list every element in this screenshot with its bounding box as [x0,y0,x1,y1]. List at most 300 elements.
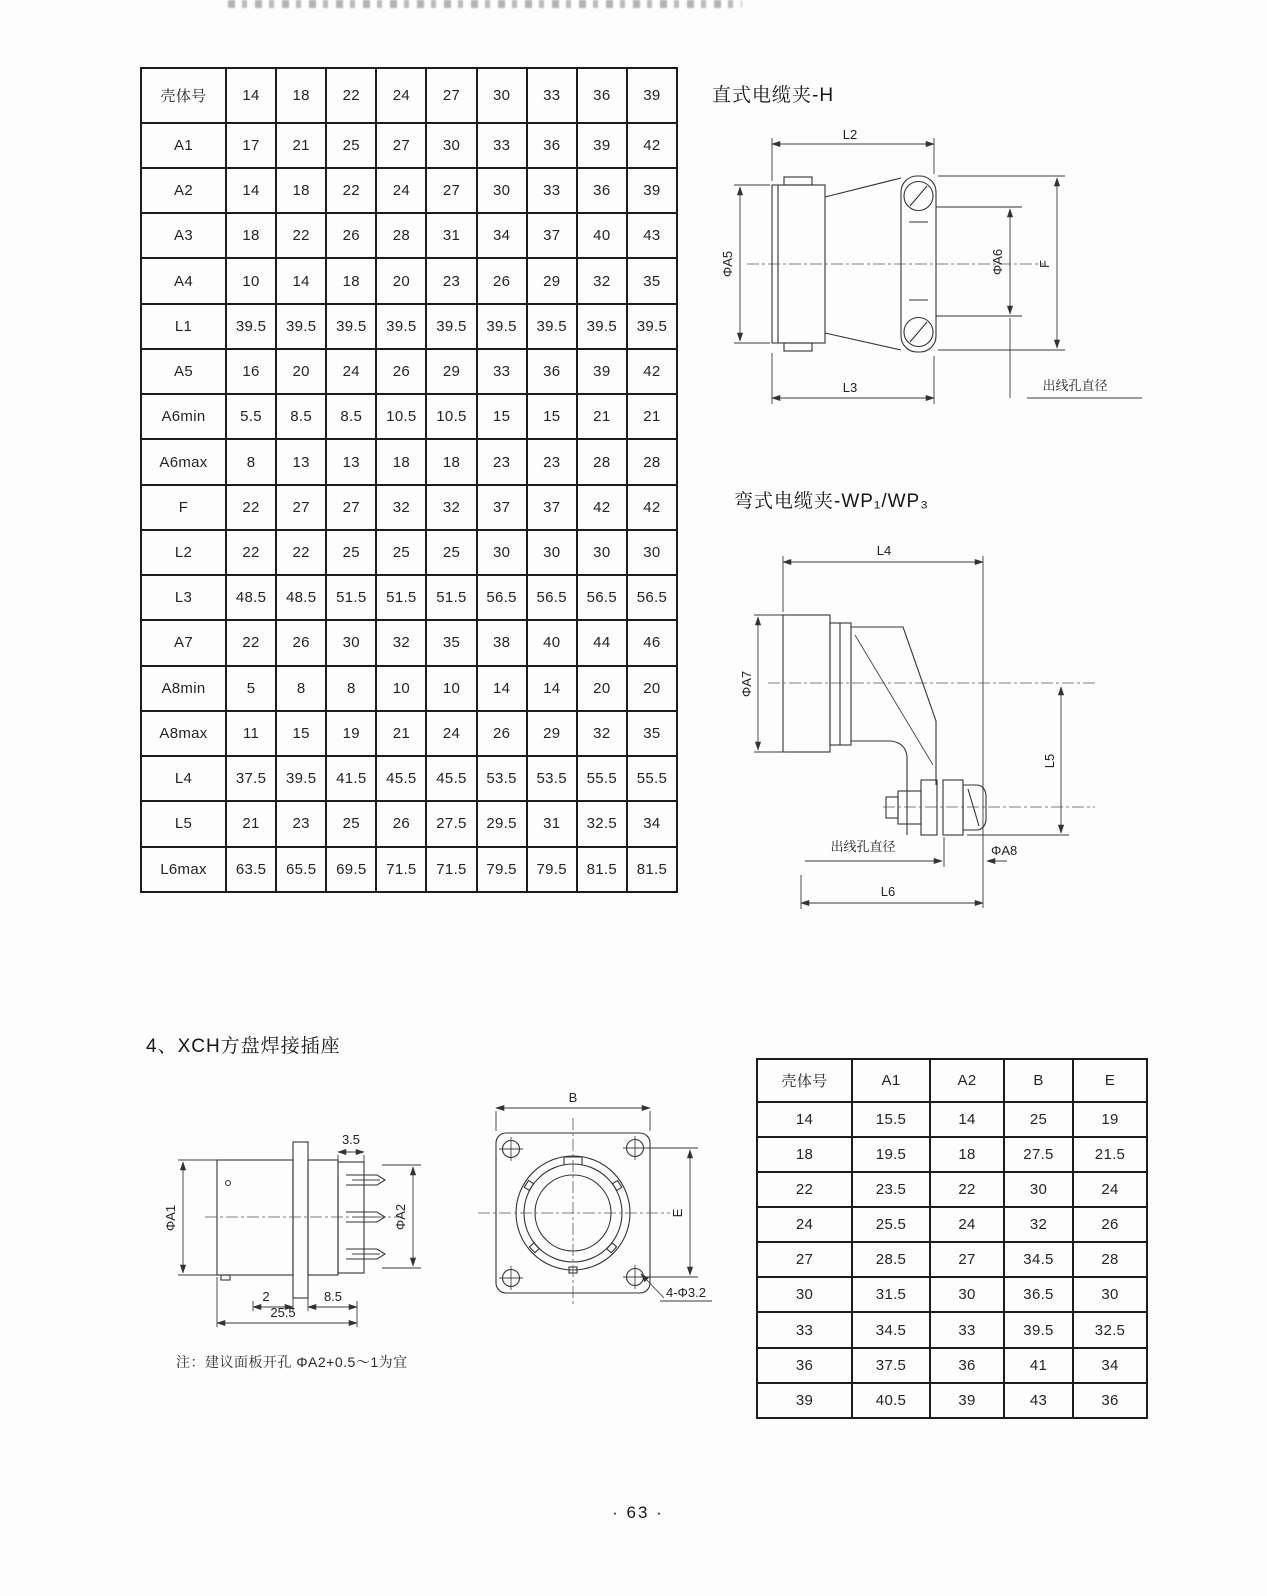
data-cell: 8 [326,666,376,711]
data-cell: 30 [477,168,527,213]
data-cell: 48.5 [226,575,276,620]
dim-8-5 [308,1289,357,1311]
straight-clamp-title: 直式电缆夹-H [712,85,835,106]
data-cell: 27 [376,123,426,168]
data-cell: 22 [276,530,326,575]
dim-a1 [163,1160,220,1275]
table-row [141,530,677,575]
pin-housing [338,1162,364,1273]
knurled-drum [783,615,851,752]
dim-label-f: F [1037,260,1052,268]
dim-label-e: E [670,1208,685,1218]
table-row [757,1312,1147,1347]
data-cell: 39.5 [276,756,326,801]
data-cell: 21 [577,394,627,439]
dim-e [645,1148,698,1277]
dim-a2 [382,1165,421,1268]
row-header-cell: 14 [757,1102,852,1137]
data-cell: 39.5 [226,304,276,349]
data-cell: 23.5 [852,1172,930,1207]
data-cell: 37.5 [852,1348,930,1383]
data-cell: 65.5 [276,847,326,892]
table-row [141,123,677,168]
data-cell: 21.5 [1073,1137,1147,1172]
dim-a7 [739,615,788,752]
data-cell: 13 [326,439,376,484]
dim-label-8-5: 8.5 [323,1289,343,1304]
table-row [757,1348,1147,1383]
data-cell: 32.5 [1073,1312,1147,1347]
table-row [141,304,677,349]
data-cell: 56.5 [627,575,677,620]
data-cell: 27.5 [426,801,476,846]
table-row [141,258,677,303]
data-cell: 81.5 [577,847,627,892]
data-cell: 20 [627,666,677,711]
row-header-cell: 22 [757,1172,852,1207]
data-cell: 56.5 [477,575,527,620]
row-header-cell: A3 [141,213,226,258]
data-cell: 39.5 [376,304,426,349]
row-header-cell: A8max [141,711,226,756]
data-cell: 26 [1073,1207,1147,1242]
data-cell: 39.5 [426,304,476,349]
data-cell: 10 [226,258,276,303]
row-header-cell: 18 [757,1137,852,1172]
data-cell: 45.5 [376,756,426,801]
data-cell: 36.5 [1004,1277,1073,1312]
data-cell: 20 [577,666,627,711]
row-header-cell: A5 [141,349,226,394]
data-cell: 5.5 [226,394,276,439]
data-cell: 24 [376,168,426,213]
data-cell: 13 [276,439,326,484]
data-cell: 40.5 [852,1383,930,1418]
data-cell: 39 [627,68,677,123]
data-cell: 23 [426,258,476,303]
data-cell: 8 [276,666,326,711]
data-cell: 22 [226,620,276,665]
data-cell: 42 [627,123,677,168]
dim-label-a1: ΦA1 [163,1204,178,1232]
table-row [141,756,677,801]
dim-label-holes: 4-Φ3.2 [665,1285,707,1300]
data-cell: 32 [1004,1207,1073,1242]
data-cell: 27 [426,168,476,213]
data-cell: 22 [930,1172,1004,1207]
exit-hole-callout [805,837,944,867]
xch-front-view-diagram [468,1090,713,1330]
dim-label-l2: L2 [842,127,858,142]
data-cell: 31.5 [852,1277,930,1312]
data-cell: 27 [930,1242,1004,1277]
dim-l3 [772,353,934,404]
dim-label-l3: L3 [842,380,858,395]
elbow-body [851,627,936,835]
data-cell: 29 [527,258,577,303]
data-cell: 35 [627,711,677,756]
data-cell: 18 [426,439,476,484]
table-row [141,620,677,665]
data-cell: 18 [276,68,326,123]
data-cell: 18 [276,168,326,213]
data-cell: 40 [527,620,577,665]
row-header-cell: A8min [141,666,226,711]
data-cell: 39.5 [477,304,527,349]
data-cell: 71.5 [426,847,476,892]
table-row [757,1102,1147,1137]
data-cell: 20 [376,258,426,303]
data-cell: 10 [426,666,476,711]
data-cell: 79.5 [527,847,577,892]
data-cell: 33 [527,168,577,213]
data-cell: 53.5 [477,756,527,801]
data-cell: 42 [627,349,677,394]
data-cell: 39.5 [276,304,326,349]
data-cell: 29.5 [477,801,527,846]
data-cell: 30 [1004,1172,1073,1207]
data-cell: 15 [477,394,527,439]
data-cell: 15 [276,711,326,756]
table-row [757,1242,1147,1277]
data-cell: 25 [1004,1102,1073,1137]
data-cell: 18 [376,439,426,484]
exit-hole-label: 出线孔直径 [830,839,896,854]
data-cell: 27 [426,68,476,123]
exit-hole-callout [1010,318,1142,398]
data-cell: 39.5 [577,304,627,349]
data-cell: 31 [527,801,577,846]
data-cell: 39 [577,123,627,168]
dim-label-a8: ΦA8 [991,843,1018,858]
data-cell: 42 [577,485,627,530]
data-cell: 18 [326,258,376,303]
data-cell: 30 [477,530,527,575]
data-cell: 14 [226,168,276,213]
row-header-cell: 壳体号 [141,68,226,123]
data-cell: 40 [577,213,627,258]
data-cell: 56.5 [577,575,627,620]
data-cell: 21 [627,394,677,439]
dim-3-5 [338,1132,364,1175]
data-cell: 36 [930,1348,1004,1383]
bent-clamp-diagram [739,535,1143,923]
table-row [141,213,677,258]
cropped-heading-remnant [228,0,742,8]
data-cell: 32.5 [577,801,627,846]
data-cell: 20 [276,349,326,394]
row-header-cell: 33 [757,1312,852,1347]
data-cell: 71.5 [376,847,426,892]
data-cell: 51.5 [426,575,476,620]
data-cell: 25.5 [852,1207,930,1242]
data-cell: 34 [477,213,527,258]
data-cell: 36 [527,123,577,168]
data-cell: 33 [930,1312,1004,1347]
data-cell: 36 [577,168,627,213]
data-cell: 8.5 [326,394,376,439]
table-row [757,1207,1147,1242]
data-cell: 21 [226,801,276,846]
data-cell: 24 [1073,1172,1147,1207]
data-cell: 55.5 [627,756,677,801]
data-cell: 24 [376,68,426,123]
data-cell: 29 [426,349,476,394]
row-header-cell: A4 [141,258,226,303]
data-cell: 25 [326,123,376,168]
data-cell: 36 [527,349,577,394]
data-cell: 35 [426,620,476,665]
data-cell: 32 [426,485,476,530]
table-row [757,1172,1147,1207]
data-cell: 11 [226,711,276,756]
data-cell: 45.5 [426,756,476,801]
data-cell: 14 [527,666,577,711]
table-row [757,1059,1147,1102]
data-cell: 34.5 [1004,1242,1073,1277]
panel-cutout-note: 注：建议面板开孔 ΦA2+0.5～1为宜 [176,1354,408,1370]
data-cell: 30 [627,530,677,575]
data-cell: 56.5 [527,575,577,620]
table-row [141,575,677,620]
dim-label-a6: ΦA6 [990,248,1005,276]
data-cell: 28 [1073,1242,1147,1277]
data-cell: 37.5 [226,756,276,801]
data-cell: E [1073,1059,1147,1102]
data-cell: 34 [1073,1348,1147,1383]
data-cell: 39.5 [326,304,376,349]
data-cell: 30 [1073,1277,1147,1312]
row-header-cell: 30 [757,1277,852,1312]
dim-l6 [801,875,983,909]
data-cell: 22 [326,68,376,123]
straight-clamp-diagram [712,118,1142,410]
table-row [141,485,677,530]
row-header-cell: A6min [141,394,226,439]
data-cell: 19.5 [852,1137,930,1172]
data-cell: 36 [577,68,627,123]
data-cell: 29 [527,711,577,756]
data-cell: 23 [276,801,326,846]
data-cell: 14 [930,1102,1004,1137]
data-cell: 55.5 [577,756,627,801]
data-cell: 26 [276,620,326,665]
data-cell: 26 [477,258,527,303]
data-cell: 41.5 [326,756,376,801]
dim-label-l4: L4 [876,543,892,558]
dim-label-25-5: 25.5 [270,1305,296,1320]
data-cell: 25 [326,801,376,846]
cable-clamp-assembly [886,780,986,835]
data-cell: 19 [1073,1102,1147,1137]
data-cell: 32 [376,485,426,530]
data-cell: 30 [527,530,577,575]
data-cell: 23 [477,439,527,484]
data-cell: 38 [477,620,527,665]
data-cell: 39 [930,1383,1004,1418]
data-cell: 23 [527,439,577,484]
table-row [141,847,677,892]
table-row [141,349,677,394]
data-cell: 28 [376,213,426,258]
data-cell: 21 [276,123,326,168]
data-cell: 33 [477,123,527,168]
data-cell: 32 [577,258,627,303]
data-cell: 32 [376,620,426,665]
data-cell: 24 [930,1207,1004,1242]
row-header-cell: F [141,485,226,530]
data-cell: 51.5 [326,575,376,620]
row-header-cell: 24 [757,1207,852,1242]
data-cell: 19 [326,711,376,756]
data-cell: 25 [326,530,376,575]
data-cell: 46 [627,620,677,665]
data-cell: 37 [527,213,577,258]
data-cell: 30 [477,68,527,123]
data-cell: 10 [376,666,426,711]
data-cell: 27.5 [1004,1137,1073,1172]
table-row [141,394,677,439]
dim-a6 [990,209,1010,314]
row-header-cell: L6max [141,847,226,892]
data-cell: 21 [376,711,426,756]
dim-label-l5: L5 [1042,753,1057,769]
page-number: · 63 · [612,1503,664,1522]
data-cell: 34 [627,801,677,846]
data-cell: 39 [627,168,677,213]
data-cell: 43 [627,213,677,258]
data-cell: 35 [627,258,677,303]
xch-side-view-diagram [150,1095,460,1337]
data-cell: 27 [276,485,326,530]
data-cell: 14 [276,258,326,303]
row-header-cell: A6max [141,439,226,484]
dim-label-a5: ΦA5 [720,250,735,278]
table-row [141,68,677,123]
data-cell: 22 [226,530,276,575]
table-row [141,439,677,484]
mounting-flange [293,1142,308,1298]
data-cell: A2 [930,1059,1004,1102]
data-cell: 22 [326,168,376,213]
dim-label-b: B [568,1090,578,1105]
data-cell: 27 [326,485,376,530]
row-header-cell: L5 [141,801,226,846]
table-row [141,711,677,756]
table-row [141,168,677,213]
data-cell: 25 [376,530,426,575]
data-cell: 22 [226,485,276,530]
row-header-cell: A2 [141,168,226,213]
data-cell: 81.5 [627,847,677,892]
row-header-cell: 36 [757,1348,852,1383]
holes-callout [641,1274,712,1301]
data-cell: 39.5 [627,304,677,349]
data-cell: 36 [1073,1383,1147,1418]
rear-body [936,207,1022,316]
data-cell: 53.5 [527,756,577,801]
data-cell: 15.5 [852,1102,930,1137]
data-cell: 18 [930,1137,1004,1172]
data-cell: 14 [226,68,276,123]
exit-hole-label: 出线孔直径 [1042,378,1108,393]
dim-label-2: 2 [262,1289,270,1304]
table-row [757,1137,1147,1172]
data-cell: 25 [426,530,476,575]
dim-l5 [967,687,1069,835]
table-row [141,666,677,711]
data-cell: 26 [326,213,376,258]
data-cell: 37 [527,485,577,530]
data-cell: 32 [577,711,627,756]
data-cell: 39 [577,349,627,394]
data-cell: 18 [226,213,276,258]
data-cell: 8 [226,439,276,484]
data-cell: 44 [577,620,627,665]
table-row [757,1277,1147,1312]
data-cell: 16 [226,349,276,394]
data-cell: 10.5 [376,394,426,439]
row-header-cell: L1 [141,304,226,349]
data-cell: 39.5 [527,304,577,349]
data-cell: 26 [376,349,426,394]
data-cell: 22 [276,213,326,258]
data-cell: 30 [577,530,627,575]
data-cell: 42 [627,485,677,530]
data-cell: 24 [426,711,476,756]
dim-l2 [772,127,934,181]
data-cell: 79.5 [477,847,527,892]
data-cell: 15 [527,394,577,439]
data-cell: 30 [426,123,476,168]
xch-parameter-table [756,1058,1148,1419]
dim-label-3-5: 3.5 [341,1132,361,1147]
data-cell: 28.5 [852,1242,930,1277]
row-header-cell: 27 [757,1242,852,1277]
dim-label-l6: L6 [880,884,896,899]
data-cell: 10.5 [426,394,476,439]
data-cell: 26 [376,801,426,846]
dim-label-a2: ΦA2 [393,1203,408,1231]
row-header-cell: L2 [141,530,226,575]
row-header-cell: 壳体号 [757,1059,852,1102]
bent-clamp-title: 弯式电缆夹-WP₁/WP₃ [734,491,929,512]
data-cell: A1 [852,1059,930,1102]
data-cell: 37 [477,485,527,530]
data-cell: 28 [627,439,677,484]
data-cell: 48.5 [276,575,326,620]
row-header-cell: L4 [141,756,226,801]
table-row [141,801,677,846]
data-cell: 63.5 [226,847,276,892]
data-cell: B [1004,1059,1073,1102]
data-cell: 24 [326,349,376,394]
data-cell: 17 [226,123,276,168]
dim-a8 [987,843,1017,861]
data-cell: 26 [477,711,527,756]
data-cell: 28 [577,439,627,484]
dim-label-a7: ΦA7 [739,670,754,698]
data-cell: 41 [1004,1348,1073,1383]
data-cell: 33 [527,68,577,123]
data-cell: 30 [326,620,376,665]
data-cell: 31 [426,213,476,258]
row-header-cell: A7 [141,620,226,665]
row-header-cell: A1 [141,123,226,168]
connector-body [217,1142,364,1298]
table-row [757,1383,1147,1418]
row-header-cell: 39 [757,1383,852,1418]
